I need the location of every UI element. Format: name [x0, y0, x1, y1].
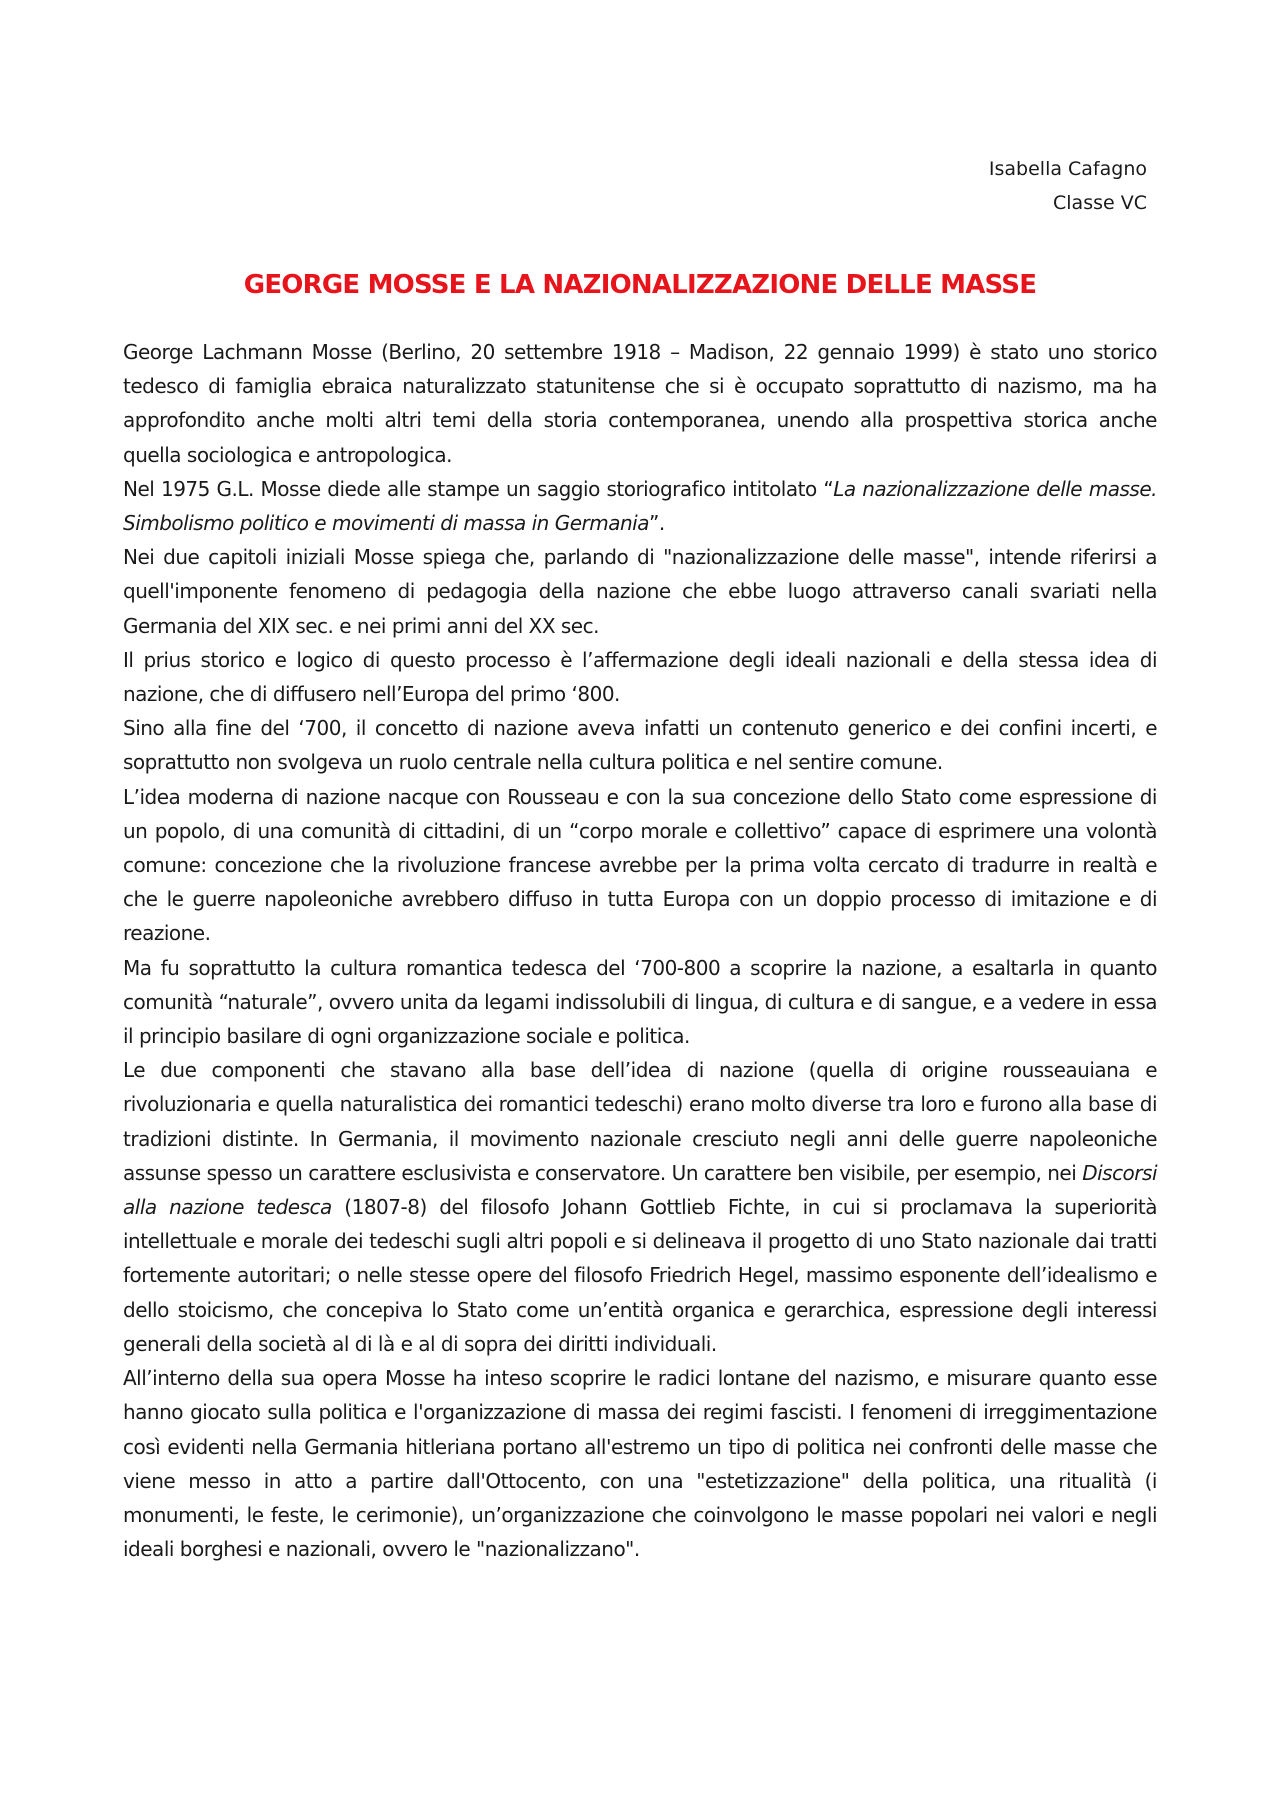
paragraph-8-text-start: Le due componenti che stavano alla base dell’idea di nazione (quella di origine rousseauiana e rivoluzionaria e quella naturalistica dei romantici tedeschi) erano molto diverse tra loro e furono alla base di tradizioni distinte. In Germania, il movimento nazionale cresciuto negli anni delle guerre napoleoniche assunse spesso un carattere esclusivista e conservatore. Un carattere ben visibile, per esempio, nei: [123, 1058, 1157, 1185]
fichte-work-italic: Discorsi alla nazione tedesca: [123, 1160, 1157, 1220]
paragraph-7: Ma fu soprattutto la cultura romantica tedesca del ‘700-800 a scoprire la nazione, a esaltarla in quanto comunità “naturale”, ovvero unita da legami indissolubili di lingua, di cultura e di sangue, e a vedere in essa il principio basilare di ogni organizzazione sociale e politica.: [123, 955, 1157, 1049]
paragraph-9: All’interno della sua opera Mosse ha inteso scoprire le radici lontane del nazismo, e misurare quanto esse hanno giocato sulla politica e l'organizzazione di massa dei regimi fascisti. I fenomeni di irreggimentazione così evidenti nella Germania hitleriana portano all'estremo un tipo di politica nei confronti delle masse che viene messo in atto a partire dall'Ottocento, con una "estetizzazione" della politica, una ritualità (i monumenti, le feste, le cerimonie), un’organizzazione che coinvolgono le masse popolari nei valori e negli ideali borghesi e nazionali, ovvero le "nazionalizzano".: [123, 1366, 1157, 1562]
paragraph-8-text-end: (1807-8) del filosofo Johann Gottlieb Fichte, in cui si proclamava la superiorità intellettuale e morale dei tedeschi sugli altri popoli e si delineava il progetto di uno Stato nazionale dai tratti fortemente autoritari; o nelle stesse opere del filosofo Friedrich Hegel, massimo esponente dell’idealismo e dello stoicismo, che concepiva lo Stato come un’entità organica e gerarchica, espressione degli interessi generali della società al di là e al di sopra dei diritti individuali.: [123, 1195, 1157, 1356]
paragraph-5: Sino alla fine del ‘700, il concetto di nazione aveva infatti un contenuto generico e dei confini incerti, e soprattutto non svolgeva un ruolo centrale nella cultura politica e nel sentire comune.: [123, 716, 1157, 775]
paragraph-8: [123, 1053, 1157, 1361]
author-name: Isabella Cafagno: [988, 158, 1147, 180]
document-title: GEORGE MOSSE E LA NAZIONALIZZAZIONE DELLE MASSE: [243, 270, 1037, 300]
paragraph-1: George Lachmann Mosse (Berlino, 20 settembre 1918 – Madison, 22 gennaio 1999) è stato uno storico tedesco di famiglia ebraica naturalizzato statunitense che si è occupato soprattutto di nazismo, ma ha approfondito anche molti altri temi della storia contemporanea, unendo alla prospettiva storica anche quella sociologica e antropologica.: [123, 340, 1157, 467]
book-title-italic: La nazionalizzazione delle masse. Simbolismo politico e movimenti di massa in Germania: [123, 476, 1157, 536]
paragraph-2-text-end: ”.: [648, 511, 665, 536]
author-header: [989, 152, 1147, 220]
paragraph-2: [123, 472, 1157, 540]
class-label: Classe VC: [1053, 192, 1147, 214]
paragraph-4: Il prius storico e logico di questo processo è l’affermazione degli ideali nazionali e della stessa idea di nazione, che di diffusero nell’Europa del primo ‘800.: [123, 647, 1157, 707]
paragraph-6: L’idea moderna di nazione nacque con Rousseau e con la sua concezione dello Stato come espressione di un popolo, di una comunità di cittadini, di un “corpo morale e collettivo” capace di esprimere una volontà comune: concezione che la rivoluzione francese avrebbe per la prima volta cercato di tradurre in realtà e che le guerre napoleoniche avrebbero diffuso in tutta Europa con un doppio processo di imitazione e di reazione.: [123, 784, 1157, 946]
paragraph-3: Nei due capitoli iniziali Mosse spiega che, parlando di "nazionalizzazione delle masse", intende riferirsi a quell'imponente fenomeno di pedagogia della nazione che ebbe luogo attraverso canali svariati nella Germania del XIX sec. e nei primi anni del XX sec.: [123, 545, 1157, 638]
paragraph-2-text-start: Nel 1975 G.L. Mosse diede alle stampe un saggio storiografico intitolato “: [123, 476, 834, 501]
document-body: [123, 335, 1157, 1566]
